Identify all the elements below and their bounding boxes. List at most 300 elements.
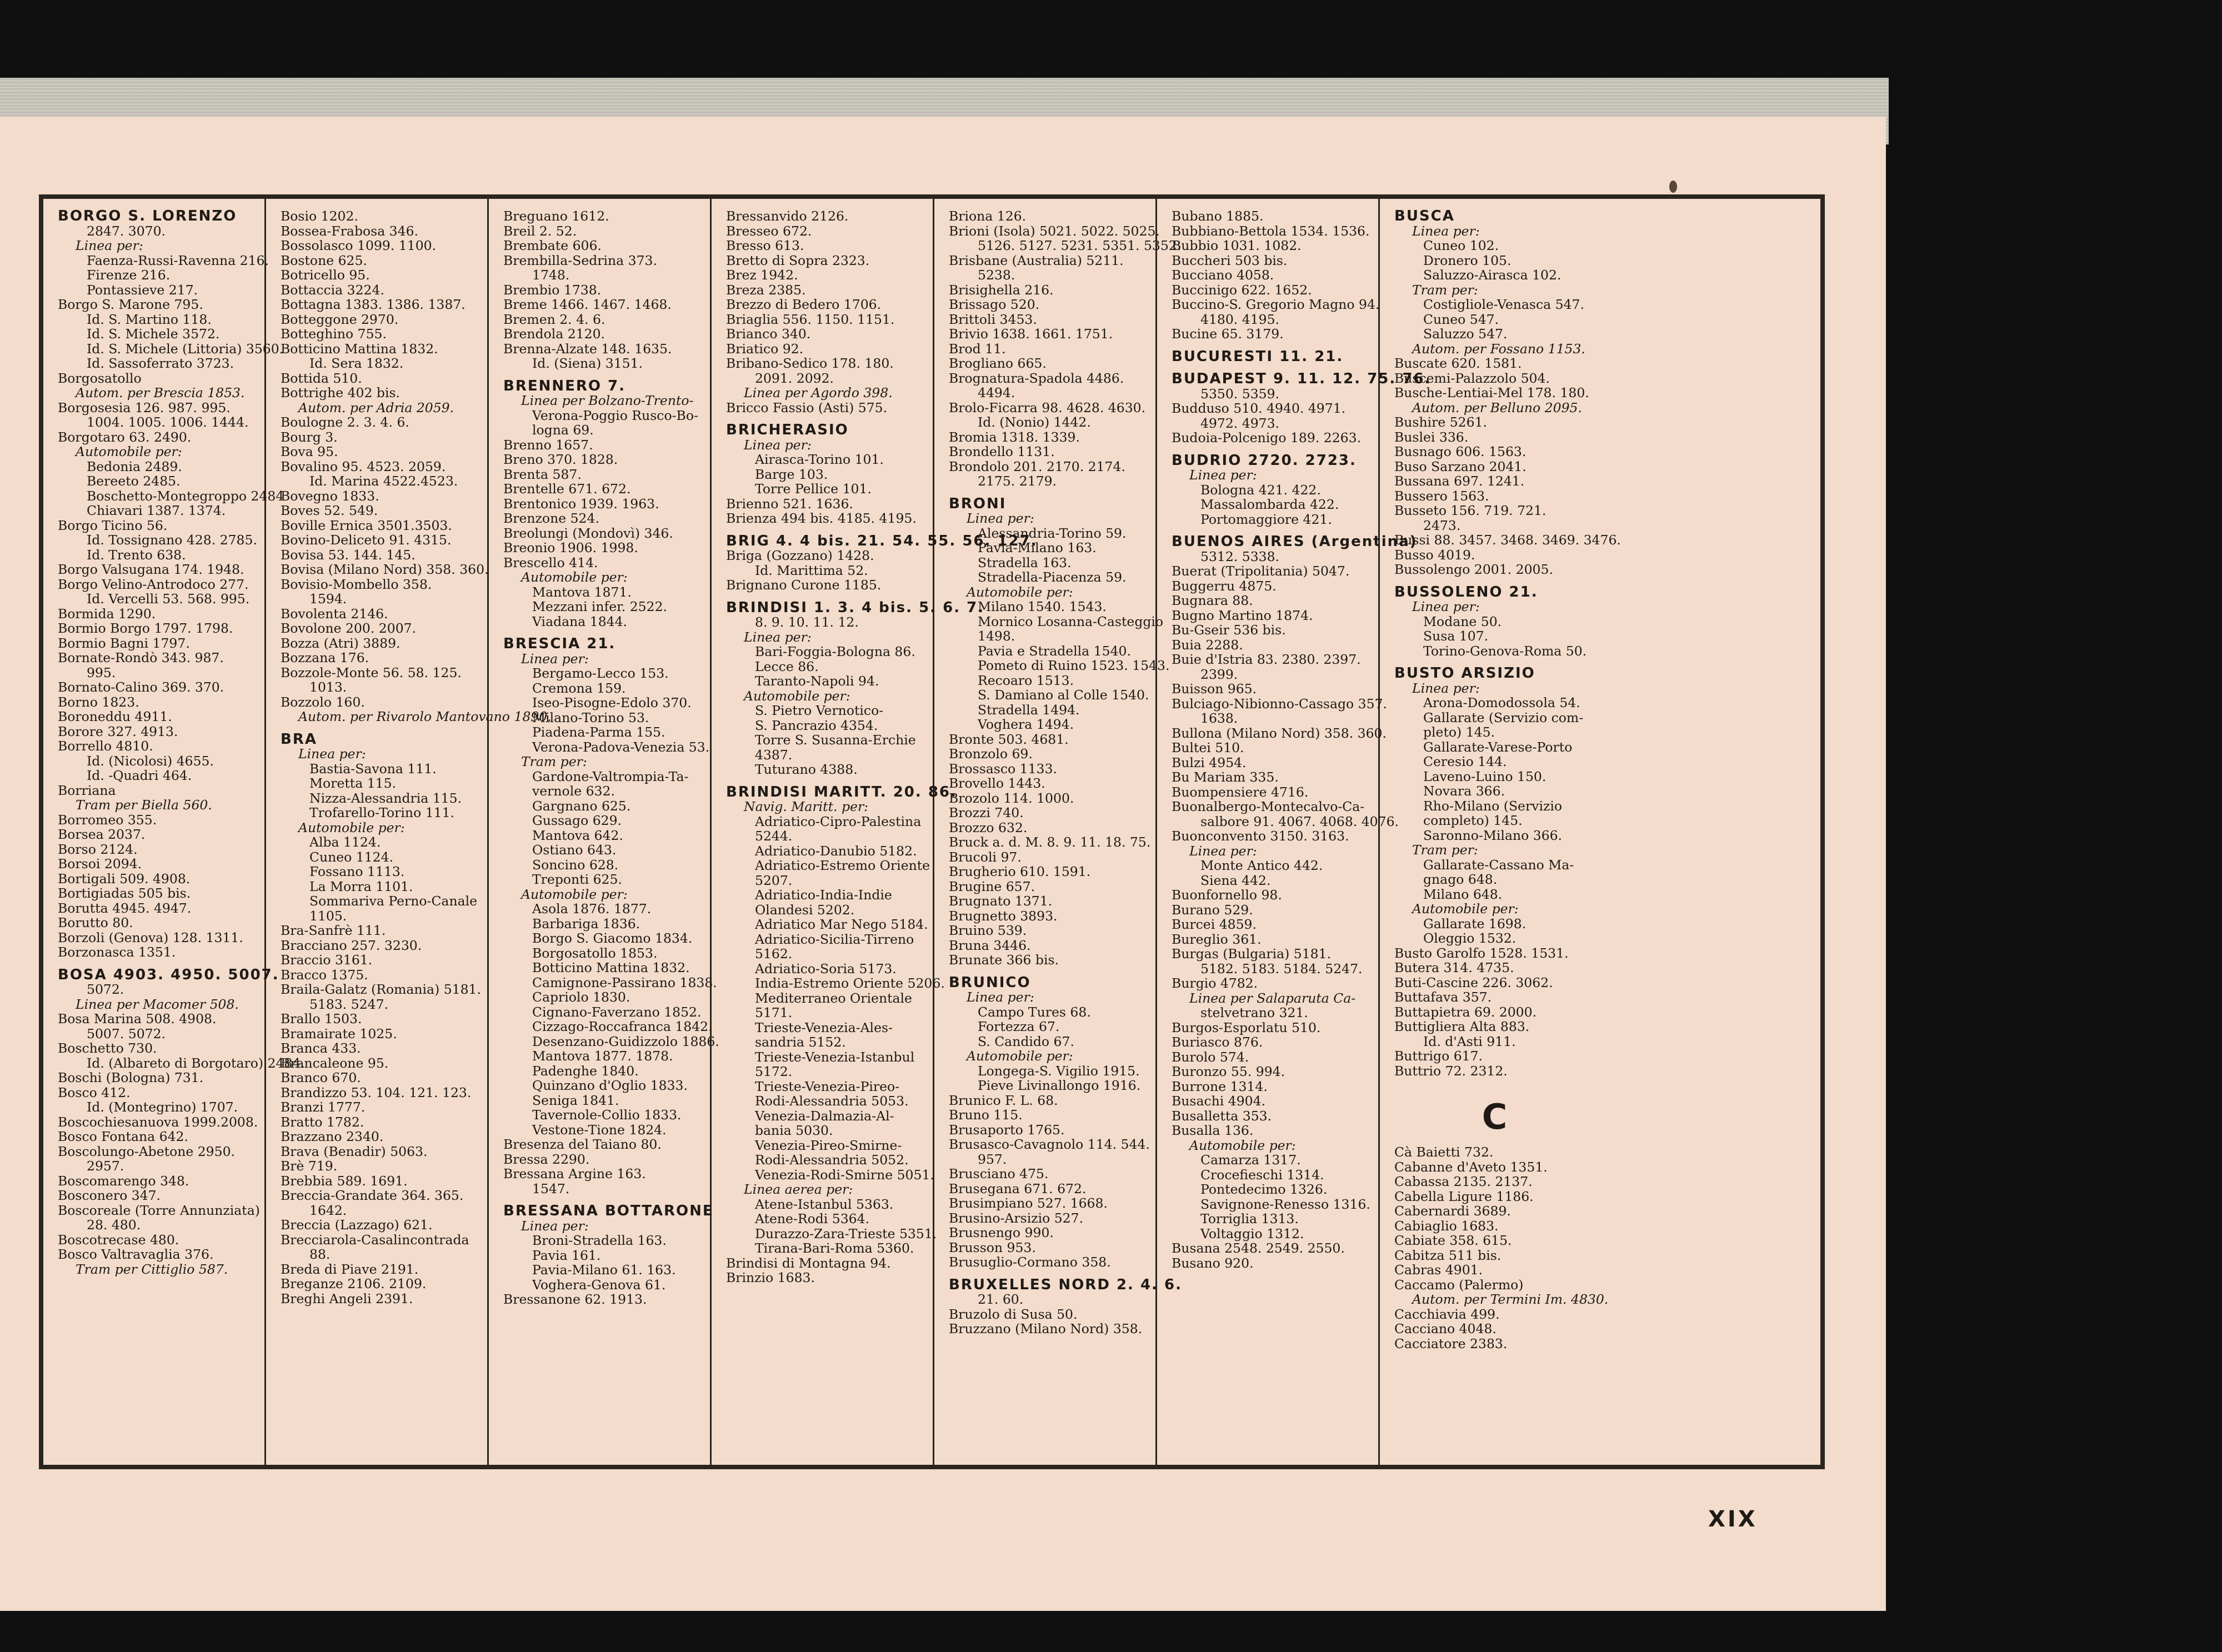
index-entry: Brezzo di Bedero 1706. <box>726 297 882 312</box>
index-entry: Bovolone 200. 2007. <box>281 620 417 636</box>
index-entry: Boschetto 730. <box>58 1040 157 1056</box>
index-entry: Buttrio 72. 2312. <box>1394 1063 1508 1079</box>
index-entry: Borgo S. Marone 795. <box>58 297 203 312</box>
route-label: Linea per: <box>1189 467 1257 483</box>
index-entry: Fossano 1113. <box>309 864 405 879</box>
index-entry: Boscolungo-Abetone 2950. <box>58 1143 236 1159</box>
index-entry: Borno 1823. <box>58 694 139 710</box>
section-heading: BUENOS AIRES (Argentina) <box>1172 533 1418 550</box>
route-label: Navig. Maritt. per: <box>744 799 869 814</box>
index-entry: Id. Marina 4522.4523. <box>309 473 458 489</box>
index-entry: Fortezza 67. <box>978 1019 1060 1034</box>
index-entry: Chiavari 1387. 1374. <box>87 503 226 518</box>
index-entry: Ostiano 643. <box>532 842 617 858</box>
index-entry: 5238. <box>978 267 1015 283</box>
index-entry: Voltaggio 1312. <box>1200 1225 1304 1241</box>
index-entry: Bottagna 1383. 1386. 1387. <box>281 297 466 312</box>
index-entry: Bovino-Deliceto 91. 4315. <box>281 532 452 548</box>
index-entry: Id. (Montegrino) 1707. <box>87 1099 238 1115</box>
index-entry: Alessandria-Torino 59. <box>978 525 1127 541</box>
index-entry: Brecciarola-Casalincontrada <box>281 1232 469 1248</box>
index-entry: Oleggio 1532. <box>1423 930 1517 946</box>
index-entry: Brioni (Isola) 5021. 5022. 5025. <box>949 223 1160 239</box>
index-entry: Brunate 366 bis. <box>949 952 1059 968</box>
index-entry: Bastia-Savona 111. <box>309 760 437 777</box>
index-entry: Breccia (Lazzago) 621. <box>281 1217 433 1233</box>
index-entry: Bosco Fontana 642. <box>58 1129 188 1144</box>
index-entry: Brissago 520. <box>949 297 1040 312</box>
index-entry: Cabanne d'Aveto 1351. <box>1394 1159 1548 1175</box>
index-entry: Broni-Stradella 163. <box>532 1233 667 1248</box>
index-entry: 2175. 2179. <box>978 473 1057 489</box>
index-entry: Boscotrecase 480. <box>58 1232 179 1248</box>
index-entry: Borzonasca 1351. <box>58 944 176 960</box>
index-entry: Id. S. Michele (Littoria) 3560. <box>87 341 284 357</box>
route-label: Automobile per: <box>967 1048 1073 1064</box>
index-entry: 88. <box>309 1246 331 1262</box>
index-entry: Venezia-Rodi-Smirne 5051. <box>755 1167 934 1183</box>
index-entry: Borrello 4810. <box>58 738 153 754</box>
index-entry: Brossasco 1133. <box>949 760 1057 777</box>
index-entry: Cuneo 102. <box>1423 238 1499 253</box>
index-entry: Bribano-Sedico 178. 180. <box>726 356 894 371</box>
index-entry: S. Damiano al Colle 1540. <box>978 687 1149 703</box>
route-label: Autom. per Brescia 1853. <box>76 385 245 401</box>
index-entry: Milano-Torino 53. <box>532 709 649 725</box>
index-entry: Bormio Bagni 1797. <box>58 635 190 651</box>
section-heading: BUDAPEST 9. 11. 12. 75. 76. <box>1172 371 1432 387</box>
index-entry: Breghi Angeli 2391. <box>281 1290 413 1306</box>
index-entry: Adriatico-India-Indie <box>755 887 892 903</box>
index-entry: Burano 529. <box>1172 902 1253 918</box>
index-entry: Cacchiavia 499. <box>1394 1306 1500 1322</box>
index-entry: Bari-Foggia-Bologna 86. <box>755 644 915 659</box>
index-entry: Bugnara 88. <box>1172 593 1253 608</box>
route-label: Linea per: <box>521 1218 589 1234</box>
index-entry: Borso 2124. <box>58 841 138 857</box>
index-entry: Id. (Nonio) 1442. <box>978 414 1091 430</box>
index-entry: Buonconvento 3150. 3163. <box>1172 828 1349 844</box>
index-entry: Burgio 4782. <box>1172 975 1258 991</box>
index-entry: 1594. <box>309 591 347 607</box>
index-entry: Brovello 1443. <box>949 775 1045 791</box>
index-entry: Novara 366. <box>1423 783 1505 799</box>
index-entry: Capriolo 1830. <box>532 989 630 1005</box>
index-entry: Voghera-Genova 61. <box>532 1276 666 1293</box>
index-entry: bania 5030. <box>755 1123 833 1138</box>
route-label: Linea per: <box>1412 680 1480 696</box>
route-label: Autom. per Belluno 2095. <box>1412 399 1582 415</box>
index-entry: Buronzo 55. 994. <box>1172 1064 1285 1079</box>
index-entry: Bussi 88. 3457. 3468. 3469. 3476. <box>1394 532 1621 548</box>
index-entry: Brenno 1657. <box>503 437 593 453</box>
index-entry: Bromia 1318. 1339. <box>949 429 1080 445</box>
index-entry: Bubbiano-Bettola 1534. 1536. <box>1172 223 1370 239</box>
index-entry: Viadana 1844. <box>532 613 628 629</box>
index-entry: Brugnetto 3893. <box>949 908 1058 924</box>
index-entry: Brembate 606. <box>503 238 602 253</box>
index-entry: Verona-Padova-Venezia 53. <box>532 739 710 755</box>
index-entry: Bourg 3. <box>281 429 338 445</box>
index-entry: Borutta 4945. 4947. <box>58 900 192 916</box>
index-entry: Pavia-Milano 163. <box>978 540 1097 555</box>
index-entry: Airasca-Torino 101. <box>755 452 884 467</box>
index-entry: Adriatico-Sicilia-Tirreno <box>755 931 914 947</box>
index-entry: vernole 632. <box>532 783 615 799</box>
index-entry: Nizza-Alessandria 115. <box>309 790 462 806</box>
index-entry: Bucciano 4058. <box>1172 267 1274 283</box>
section-heading: BRUNICO <box>949 974 1031 991</box>
index-entry: Buompensiere 4716. <box>1172 784 1309 800</box>
index-entry: Borgo Velino-Antrodoco 277. <box>58 576 249 592</box>
index-entry: 2091. 2092. <box>755 370 834 386</box>
index-entry: Brognatura-Spadola 4486. <box>949 370 1124 386</box>
index-entry: Brusasco-Cavagnolo 114. 544. <box>949 1137 1150 1152</box>
index-entry: Braila-Galatz (Romania) 5181. <box>281 982 481 997</box>
route-label: Linea per: <box>76 238 143 253</box>
section-heading: BUCURESTI 11. 21. <box>1172 348 1344 365</box>
index-entry: Cabiaglio 1683. <box>1394 1218 1499 1234</box>
index-entry: Bossea-Frabosa 346. <box>281 223 419 239</box>
index-entry: Bozza (Atri) 3889. <box>281 635 401 651</box>
index-entry: Savignone-Renesso 1316. <box>1200 1196 1370 1212</box>
index-entry: Rodi-Alessandria 5052. <box>755 1152 909 1168</box>
index-entry: Bovolenta 2146. <box>281 605 388 622</box>
index-entry: Mornico Losanna-Casteggio <box>978 613 1164 629</box>
index-entry: Bra-Sanfrè 111. <box>281 923 386 938</box>
page-number: XIX <box>1708 1506 1758 1532</box>
index-entry: Bovisa (Milano Nord) 358. 360. <box>281 562 489 577</box>
index-entry: Id. Vercelli 53. 568. 995. <box>87 591 250 607</box>
index-entry: Lecce 86. <box>755 658 819 674</box>
index-entry: Brunico F. L. 68. <box>949 1092 1058 1108</box>
index-entry: Stradella-Piacenza 59. <box>978 569 1127 585</box>
index-entry: Bulciago-Nibionno-Cassago 357. <box>1172 695 1387 712</box>
index-entry: Bu-Gseir 536 bis. <box>1172 622 1286 638</box>
route-label: Linea per: <box>1189 843 1257 859</box>
section-heading: BRINDISI 1. 3. 4 bis. 5. 6. 7. <box>726 599 985 616</box>
index-entry: Buisson 965. <box>1172 681 1257 697</box>
index-entry: 2473. <box>1423 517 1461 533</box>
index-entry: 2847. 3070. <box>87 223 166 239</box>
index-entry: Bressa 2290. <box>503 1151 590 1167</box>
index-entry: Brolo-Ficarra 98. 4628. 4630. <box>949 399 1146 415</box>
section-heading: BRONI <box>949 495 1007 512</box>
index-entry: Bricco Fassio (Asti) 575. <box>726 399 888 415</box>
route-label: Linea per: <box>744 629 812 645</box>
index-entry: Vestone-Tione 1824. <box>532 1122 667 1138</box>
index-entry: Bubbio 1031. 1082. <box>1172 238 1302 253</box>
index-entry: Cuneo 1124. <box>309 849 394 865</box>
index-entry: completo) 145. <box>1423 813 1523 828</box>
index-entry: Venezia-Dalmazia-Al- <box>755 1108 894 1124</box>
index-entry: Bressanvido 2126. <box>726 208 849 224</box>
index-entry: Cremona 159. <box>532 680 626 696</box>
index-entry: Cacciatore 2383. <box>1394 1335 1508 1351</box>
index-entry: 5171. <box>755 1005 793 1020</box>
index-entry: Caccamo (Palermo) <box>1394 1276 1524 1293</box>
index-entry: Massalombarda 422. <box>1200 497 1339 512</box>
index-entry: Trofarello-Torino 111. <box>309 805 455 820</box>
index-entry: Brenta 587. <box>503 466 582 482</box>
index-entry: Buttrigo 617. <box>1394 1048 1483 1064</box>
index-entry: Buti-Cascine 226. 3062. <box>1394 974 1553 990</box>
index-entry: Breme 1466. 1467. 1468. <box>503 297 672 312</box>
index-entry: Borsoi 2094. <box>58 856 142 872</box>
index-entry: Id. Marittima 52. <box>755 562 868 578</box>
section-heading: BUDRIO 2720. 2723. <box>1172 452 1357 469</box>
index-entry: Siena 442. <box>1200 872 1271 888</box>
index-entry: 2957. <box>87 1158 124 1174</box>
index-entry: Soncino 628. <box>532 857 619 873</box>
index-entry: Torino-Genova-Roma 50. <box>1423 643 1587 659</box>
index-entry: Bronte 503. 4681. <box>949 731 1069 747</box>
index-entry: Brignano Curone 1185. <box>726 577 882 593</box>
index-entry: Boves 52. 549. <box>281 503 378 518</box>
index-entry: Cizzago-Roccafranca 1842. <box>532 1019 713 1034</box>
index-entry: Boschetto-Montegroppo 2484 <box>87 488 284 504</box>
index-entry: Brusino-Arsizio 527. <box>949 1210 1084 1226</box>
index-entry: Bruzzano (Milano Nord) 358. <box>949 1321 1143 1336</box>
index-entry: Brusciano 475. <box>949 1166 1049 1182</box>
index-entry: Dronero 105. <box>1423 252 1512 268</box>
index-entry: Bushire 5261. <box>1394 414 1488 430</box>
index-entry: 5312. 5338. <box>1200 548 1280 564</box>
index-entry: Bereeto 2485. <box>87 473 181 489</box>
index-entry: Cabras 4901. <box>1394 1262 1483 1278</box>
index-entry: Quinzano d'Oglio 1833. <box>532 1078 688 1093</box>
index-entry: Brindisi di Montagna 94. <box>726 1255 891 1271</box>
index-entry: Bovalino 95. 4523. 2059. <box>281 458 446 474</box>
index-entry: Branca 433. <box>281 1040 361 1056</box>
index-entry: Buscemi-Palazzolo 504. <box>1394 370 1550 386</box>
index-entry: Briona 126. <box>949 208 1027 224</box>
index-entry: Branco 670. <box>281 1070 361 1085</box>
index-entry: Brozzi 740. <box>949 805 1024 820</box>
route-label: Automobile per: <box>1189 1137 1296 1153</box>
index-entry: 21. 60. <box>978 1291 1024 1307</box>
index-entry: Pontassieve 217. <box>87 282 198 298</box>
index-entry: Boscoreale (Torre Annunziata) <box>58 1202 260 1218</box>
index-entry: India-Estremo Oriente 5206. <box>755 975 945 991</box>
route-label: Linea per: <box>1412 223 1480 239</box>
route-label: Autom. per Rivarolo Mantovano 1890. <box>298 709 552 724</box>
index-entry: Olandesi 5202. <box>755 902 855 918</box>
index-entry: salbore 91. 4067. 4068. 4076. <box>1200 813 1399 829</box>
index-entry: 957. <box>978 1151 1007 1167</box>
index-entry: Buia 2288. <box>1172 637 1243 653</box>
index-entry: Mantova 1877. 1878. <box>532 1048 673 1064</box>
index-entry: Breganze 2106. 2109. <box>281 1276 427 1291</box>
index-entry: Borore 327. 4913. <box>58 723 178 739</box>
index-entry: Busseto 156. 719. 721. <box>1394 503 1547 518</box>
index-entry: Bedonia 2489. <box>87 458 182 474</box>
index-entry: Longega-S. Vigilio 1915. <box>978 1063 1140 1079</box>
index-entry: S. Candido 67. <box>978 1033 1074 1049</box>
index-entry: Bova 95. <box>281 444 338 459</box>
index-entry: Borsea 2037. <box>58 827 146 842</box>
index-entry: Busalletta 353. <box>1172 1108 1272 1124</box>
index-entry: Id. (Nicolosi) 4655. <box>87 753 214 769</box>
index-entry: Busche-Lentiai-Mel 178. 180. <box>1394 385 1589 401</box>
index-entry: Torriglia 1313. <box>1200 1211 1299 1227</box>
index-entry: Boulogne 2. 3. 4. 6. <box>281 414 409 430</box>
index-entry: Brembio 1738. <box>503 282 602 298</box>
index-entry: Bremen 2. 4. 6. <box>503 311 605 327</box>
route-label: Tram per: <box>521 754 587 769</box>
index-entry: Bortigali 509. 4908. <box>58 870 191 887</box>
index-entry: Campo Tures 68. <box>978 1004 1091 1020</box>
index-entry: 1013. <box>309 679 347 695</box>
route-label: Linea per Agordo 398. <box>744 385 893 401</box>
index-entry: 5007. 5072. <box>87 1025 166 1042</box>
index-entry: Brugherio 610. 1591. <box>949 864 1091 879</box>
index-entry: Pieve Livinallongo 1916. <box>978 1078 1141 1093</box>
index-entry: Adriatico-Soria 5173. <box>755 960 897 977</box>
index-entry: Id. (Albareto di Borgotaro) 2484. <box>87 1055 305 1071</box>
index-entry: Torre S. Susanna-Erchie <box>755 732 916 748</box>
index-entry: Bretto di Sopra 2323. <box>726 252 870 268</box>
section-heading: BUSTO ARSIZIO <box>1394 665 1535 682</box>
section-heading: BRESCIA 21. <box>503 635 616 652</box>
index-entry: Firenze 216. <box>87 267 171 283</box>
route-label: Linea per Macomer 508. <box>76 996 239 1012</box>
index-entry: Id. S. Michele 3572. <box>87 326 220 342</box>
index-entry: Bormida 1290. <box>58 605 156 622</box>
index-entry: Bornato-Calino 369. 370. <box>58 679 224 695</box>
index-entry: Bu Mariam 335. <box>1172 769 1279 785</box>
index-entry: Boscomarengo 348. <box>58 1173 189 1189</box>
index-entry: Brisbane (Australia) 5211. <box>949 252 1124 268</box>
index-entry: Treponti 625. <box>532 872 622 887</box>
index-entry: Bozzole-Monte 56. 58. 125. <box>281 664 462 680</box>
index-column <box>1380 199 1621 1465</box>
index-entry: Brivio 1638. 1661. 1751. <box>949 326 1113 342</box>
index-entry: Tuturano 4388. <box>755 762 858 777</box>
index-entry: Cacciano 4048. <box>1394 1321 1497 1336</box>
index-entry: Busana 2548. 2549. 2550. <box>1172 1240 1345 1256</box>
index-entry: Busachi 4904. <box>1172 1093 1266 1109</box>
index-entry: Trieste-Venezia-Istanbul <box>755 1049 915 1065</box>
index-entry: 4387. <box>755 747 793 763</box>
index-entry: Id. Sassoferrato 3723. <box>87 356 234 371</box>
index-entry: Busnago 606. 1563. <box>1394 444 1527 459</box>
route-label: Automobile per: <box>967 584 1073 600</box>
route-label: Linea per: <box>967 510 1034 526</box>
index-entry: Brazzano 2340. <box>281 1129 384 1144</box>
index-entry: 5183. 5247. <box>309 996 389 1012</box>
index-entry: Brianco 340. <box>726 326 811 342</box>
index-entry: Bottida 510. <box>281 370 362 386</box>
index-entry: 1638. <box>1200 710 1238 726</box>
index-entry: Cabiate 358. 615. <box>1394 1233 1512 1248</box>
index-entry: 1105. <box>309 908 347 924</box>
index-entry: 1498. <box>978 628 1015 644</box>
index-entry: Brebbia 589. 1691. <box>281 1173 408 1189</box>
index-entry: Buttapietra 69. 2000. <box>1394 1004 1537 1020</box>
section-heading: BRINDISI MARITT. 20. 86. <box>726 783 957 800</box>
index-entry: Taranto-Napoli 94. <box>755 673 879 689</box>
index-entry: Bosio 1202. <box>281 208 358 224</box>
route-label: Automobile per: <box>76 444 182 459</box>
index-entry: Stradella 1494. <box>978 702 1080 718</box>
index-entry: Briaglia 556. 1150. 1151. <box>726 311 895 327</box>
index-entry: Brinzio 1683. <box>726 1270 815 1285</box>
section-heading: BRA <box>281 730 317 748</box>
index-entry: Bureglio 361. <box>1172 931 1262 947</box>
index-entry: Bronzolo 69. <box>949 746 1033 762</box>
index-entry: Borgosatollo <box>58 370 142 386</box>
index-entry: Borgo S. Giacomo 1834. <box>532 930 693 946</box>
index-entry: Borriana <box>58 782 116 798</box>
index-entry: Bottrighe 402 bis. <box>281 385 401 401</box>
index-entry: Bresseo 672. <box>726 223 812 239</box>
index-entry: Buscate 620. 1581. <box>1394 356 1522 371</box>
index-entry: Brenzone 524. <box>503 510 599 526</box>
index-entry: Brogliano 665. <box>949 356 1047 371</box>
index-entry: Bulzi 4954. <box>1172 754 1247 770</box>
route-label: Linea per: <box>298 746 366 762</box>
index-entry: Burolo 574. <box>1172 1049 1249 1065</box>
index-entry: Bovegno 1833. <box>281 488 379 504</box>
section-heading: BRENNERO 7. <box>503 377 626 394</box>
index-entry: Brittoli 3453. <box>949 311 1037 327</box>
index-entry: 5207. <box>755 872 793 888</box>
index-entry: Buttafava 357. <box>1394 989 1492 1005</box>
index-entry: 4972. 4973. <box>1200 415 1280 431</box>
index-entry: Bosconero 347. <box>58 1188 161 1203</box>
index-entry: Bossolasco 1099. 1100. <box>281 238 437 253</box>
route-label: Linea per: <box>744 437 812 453</box>
index-entry: Milano 648. <box>1423 886 1503 902</box>
index-entry: Briatico 92. <box>726 341 804 357</box>
index-entry: Brisighella 216. <box>949 282 1054 298</box>
index-entry: Bosa Marina 508. 4908. <box>58 1011 217 1027</box>
index-entry: Burgas (Bulgaria) 5181. <box>1172 946 1332 962</box>
index-entry: Id. Sera 1832. <box>309 356 404 371</box>
index-entry: Bracco 1375. <box>281 967 368 983</box>
index-entry: gnago 648. <box>1423 872 1498 887</box>
index-entry: Brava (Benadir) 5063. <box>281 1143 428 1159</box>
index-entry: Bussana 697. 1241. <box>1394 473 1525 489</box>
index-entry: Buonfornello 98. <box>1172 887 1282 903</box>
index-entry: Moretta 115. <box>309 775 397 791</box>
index-entry: S. Pietro Vernotico- <box>755 703 884 718</box>
index-entry: Buonalbergo-Montecalvo-Ca- <box>1172 799 1365 814</box>
index-entry: Borgosesia 126. 987. 995. <box>58 399 231 415</box>
index-entry: Busto Garolfo 1528. 1531. <box>1394 945 1569 961</box>
index-entry: Breza 2385. <box>726 282 806 298</box>
index-entry: 5182. 5183. 5184. 5247. <box>1200 960 1363 977</box>
route-label: Automobile per: <box>521 886 628 902</box>
index-entry: Voghera 1494. <box>978 717 1074 732</box>
index-entry: Piadena-Parma 155. <box>532 724 665 740</box>
index-entry: Pavia 161. <box>532 1247 601 1263</box>
route-label: Automobile per: <box>521 569 628 585</box>
index-entry: Bussolengo 2001. 2005. <box>1394 562 1553 577</box>
index-entry: Buie d'Istria 83. 2380. 2397. <box>1172 652 1361 667</box>
index-entry: Brusimpiano 527. 1668. <box>949 1195 1108 1211</box>
index-entry: Atene-Istanbul 5363. <box>755 1196 894 1212</box>
index-entry: Busano 920. <box>1172 1255 1254 1271</box>
index-entry: Mezzani infer. 2522. <box>532 599 667 614</box>
index-entry: Bratto 1782. <box>281 1114 364 1130</box>
index-entry: Bruna 3446. <box>949 937 1031 953</box>
index-entry: Barbariga 1836. <box>532 915 640 932</box>
index-entry: Cuneo 547. <box>1423 311 1499 327</box>
index-entry: Breno 370. 1828. <box>503 452 618 467</box>
index-entry: Boroneddu 4911. <box>58 709 172 724</box>
